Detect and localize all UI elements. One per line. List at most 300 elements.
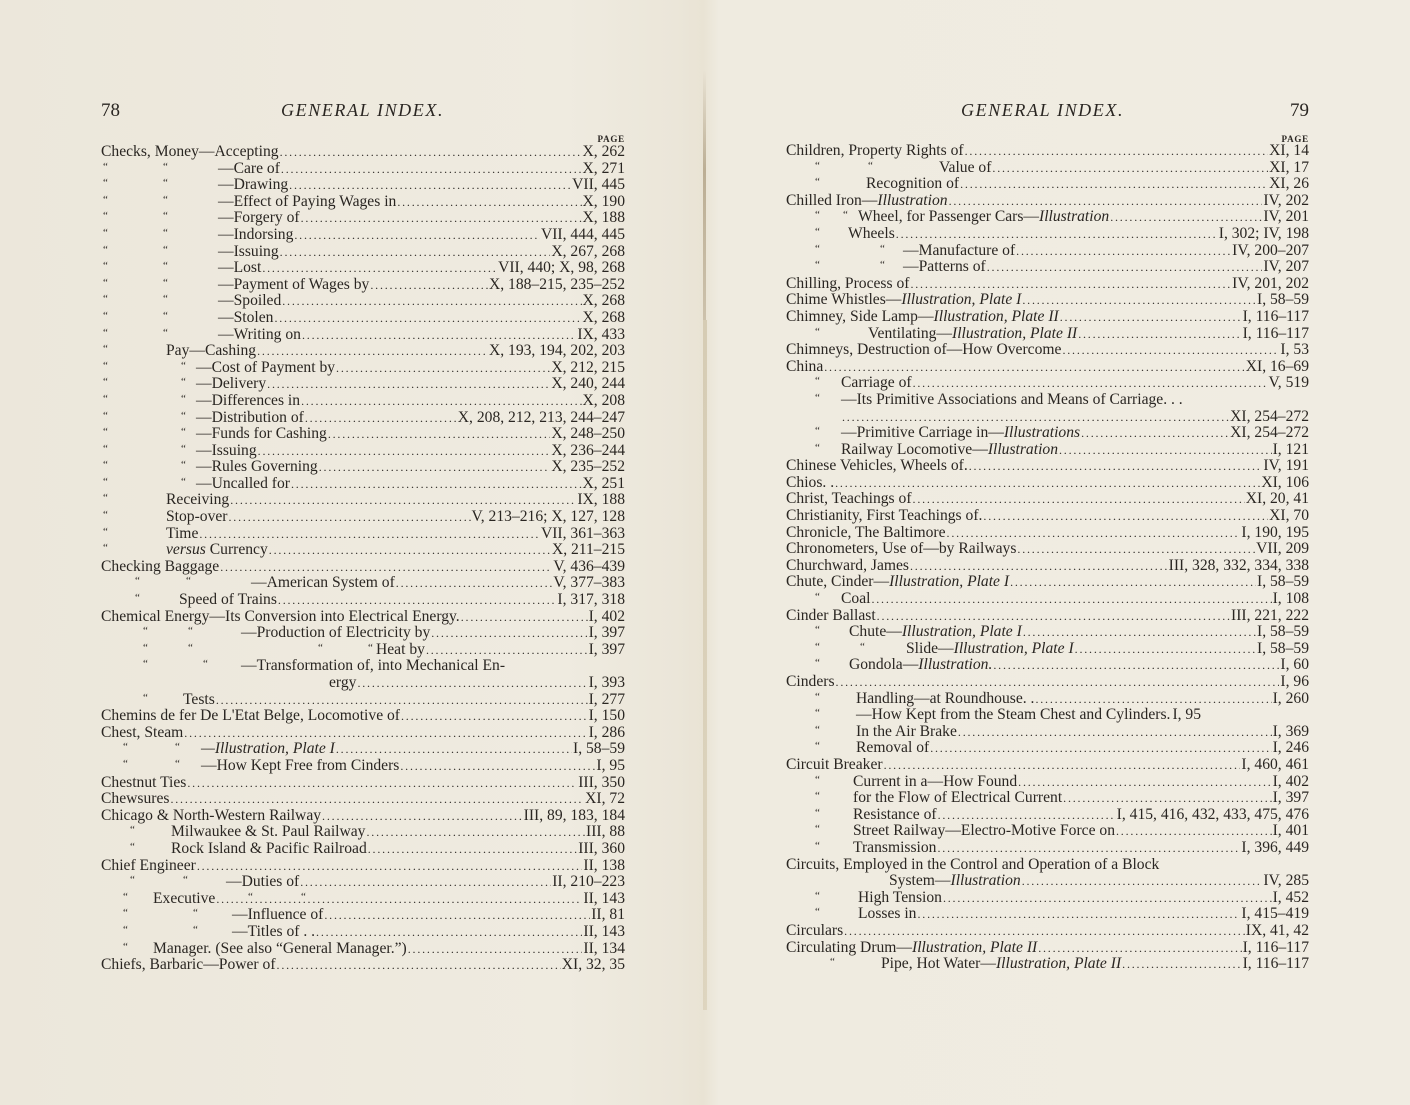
entry-term: Coal	[841, 590, 871, 608]
dot-leader	[1078, 326, 1241, 343]
page-reference: I, 116–117	[1242, 307, 1309, 325]
entry-term: Christianity, First Teachings of.	[786, 507, 983, 525]
ditto-mark: “	[103, 509, 108, 522]
page-reference: X, 188	[582, 209, 625, 227]
dot-leader	[229, 509, 471, 526]
index-entry	[786, 375, 1309, 392]
entry-term: Resistance of	[853, 805, 937, 823]
entry-term: Handling—at Roundhouse. .	[856, 689, 1035, 707]
ditto-mark: “	[143, 658, 148, 671]
entry-term: —Delivery	[196, 375, 267, 393]
dot-leader	[913, 375, 1268, 392]
dot-leader	[1022, 873, 1263, 890]
dot-leader	[987, 259, 1263, 276]
entry-term: —Manufacture of	[903, 241, 1016, 259]
entry-term: Receiving	[166, 491, 230, 509]
index-entry	[101, 509, 625, 526]
index-entry	[101, 609, 625, 626]
dot-leader	[370, 277, 488, 294]
ditto-mark: “	[815, 225, 820, 238]
entry-term: System—Illustration	[889, 872, 1021, 890]
ditto-mark: “	[130, 840, 135, 853]
dot-leader	[913, 491, 1245, 508]
entry-term: —Uncalled for	[196, 474, 290, 492]
entry-term: Current in a—How Found	[853, 772, 1018, 790]
dot-leader	[280, 244, 551, 261]
ditto-mark: “	[103, 426, 108, 439]
ditto-mark: “	[815, 591, 820, 604]
ditto-mark: “	[103, 359, 108, 372]
dot-leader	[258, 443, 551, 460]
dot-leader	[835, 475, 1260, 492]
ditto-mark: “	[163, 160, 168, 173]
page-reference: I, 397	[588, 640, 625, 658]
dot-leader	[910, 558, 1168, 575]
entry-term: Cinder Ballast	[786, 606, 876, 624]
dot-leader	[896, 226, 1218, 243]
index-entry	[786, 392, 1309, 409]
entry-term: Street Railway—Electro-Motive Force on	[853, 822, 1115, 840]
index-entry	[786, 724, 1309, 741]
ditto-mark: “	[103, 293, 108, 306]
page-reference: V, 213–216; X, 127, 128	[471, 508, 625, 526]
index-entry	[786, 890, 1309, 907]
index-entry	[101, 592, 625, 609]
ditto-mark: “	[181, 442, 186, 455]
page-reference: IV, 201	[1263, 208, 1309, 226]
page-reference: X, 188–215, 235–252	[488, 275, 625, 293]
ditto-mark: “	[103, 276, 108, 289]
dot-leader	[1075, 641, 1256, 658]
ditto-mark: “	[175, 757, 180, 770]
entry-term: Chute—Illustration, Plate I	[849, 623, 1022, 641]
ditto-mark: “	[815, 425, 820, 438]
dot-leader	[324, 907, 590, 924]
index-entry	[786, 442, 1309, 459]
page-reference: I, 108	[1272, 590, 1309, 608]
page-reference: XI, 254–272	[1230, 407, 1309, 425]
index-entry	[101, 542, 625, 559]
page-reference: XI, 16–69	[1245, 357, 1309, 375]
page-reference: IV, 191	[1263, 457, 1309, 475]
ditto-mark: “	[830, 956, 835, 969]
entry-term: —Its Primitive Associations and Means of Carriage. . .	[841, 390, 1183, 408]
page-reference: X, 236–244	[551, 441, 625, 459]
entry-term: —How Kept from the Steam Chest and Cylinders.	[856, 706, 1171, 724]
page-reference: X, 193, 194, 202, 203	[488, 342, 625, 360]
index-entry	[101, 907, 625, 924]
entry-term: High Tension	[858, 888, 942, 906]
entry-term: Checks, Money—Accepting	[101, 143, 279, 160]
ditto-mark: “	[103, 409, 108, 422]
entry-term: —Issuing	[218, 242, 279, 260]
ditto-mark: “	[815, 773, 820, 786]
page-reference: II, 138	[583, 856, 625, 874]
dot-leader	[300, 874, 551, 891]
page-number: 78	[101, 100, 120, 121]
ditto-mark: “	[181, 459, 186, 472]
index-entry	[101, 808, 625, 825]
dot-leader	[969, 458, 1263, 475]
dot-leader	[960, 176, 1268, 193]
dot-leader	[824, 359, 1245, 376]
dot-leader	[262, 260, 497, 277]
page-reference: V, 377–383	[553, 574, 625, 592]
running-title: GENERAL INDEX.	[281, 100, 445, 120]
dot-leader	[871, 591, 1271, 608]
index-entry	[786, 292, 1309, 309]
index-entry	[101, 575, 625, 592]
index-entry	[101, 459, 625, 476]
page-reference: VII, 440; X, 98, 268	[498, 259, 625, 277]
index-entry	[101, 758, 625, 775]
page-reference: I, 95	[596, 756, 625, 774]
ditto-mark: “	[186, 575, 191, 588]
dot-leader	[1059, 442, 1272, 459]
entry-term: Milwaukee & St. Paul Railway	[171, 823, 366, 841]
index-entry	[786, 923, 1309, 940]
index-entry	[101, 310, 625, 327]
entry-term: Pipe, Hot Water—Illustration, Plate II	[881, 955, 1122, 973]
index-entry	[101, 708, 625, 725]
ditto-mark: “	[181, 475, 186, 488]
entry-term: —Illustration, Plate I	[201, 740, 335, 758]
running-head	[101, 100, 625, 124]
index-entry	[101, 824, 625, 841]
dot-leader	[316, 924, 582, 941]
index-entry	[786, 491, 1309, 508]
entry-term: Manager. (See also “General Manager.”)	[153, 939, 407, 957]
ditto-mark: “	[815, 906, 820, 919]
page-reference: X, 268	[582, 308, 625, 326]
index-entry	[786, 475, 1309, 492]
index-entry	[786, 359, 1309, 376]
index-entry	[101, 194, 625, 211]
ditto-mark: “	[368, 641, 373, 654]
index-entry	[101, 874, 625, 891]
ditto-mark: “	[163, 309, 168, 322]
index-entries	[101, 144, 625, 974]
ditto-mark: “	[123, 757, 128, 770]
ditto-mark: “	[815, 690, 820, 703]
dot-leader	[278, 592, 557, 609]
entry-term: Chilling, Process of	[786, 274, 910, 292]
index-entry	[101, 227, 625, 244]
entry-term: —Indorsing	[218, 225, 294, 243]
dot-leader	[301, 210, 582, 227]
dot-leader	[274, 310, 581, 327]
entry-term: Chief Engineer	[101, 856, 196, 874]
index-entry	[101, 692, 625, 709]
entry-term: Chest, Steam	[101, 723, 184, 741]
dot-leader	[257, 343, 488, 360]
page-reference: VII, 445	[572, 176, 625, 194]
page-reference: I, 402	[1272, 772, 1309, 790]
page-reference: I, 452	[1272, 888, 1309, 906]
dot-leader	[426, 642, 588, 659]
ditto-mark: “	[135, 575, 140, 588]
page-reference: I, 415, 416, 432, 433, 475, 476	[1116, 805, 1309, 823]
ditto-mark: “	[183, 874, 188, 887]
dot-leader	[336, 360, 550, 377]
entry-term: Chimney, Side Lamp—Illustration, Plate II	[786, 307, 1059, 325]
ditto-mark: “	[815, 657, 820, 670]
entry-term: Stop-over	[166, 508, 228, 526]
entry-term: —Writing on	[218, 325, 301, 343]
index-entry	[786, 259, 1309, 276]
page-reference: XI, 106	[1261, 473, 1309, 491]
index-entry	[101, 625, 625, 642]
dot-leader	[216, 891, 582, 908]
index-entry	[786, 873, 1309, 890]
entry-term: versus Currency	[166, 541, 268, 559]
index-entry	[101, 426, 625, 443]
index-entry	[101, 642, 625, 659]
dot-leader	[197, 858, 583, 875]
ditto-mark: “	[103, 376, 108, 389]
dot-leader	[269, 542, 551, 559]
dot-leader	[408, 941, 583, 958]
dot-leader	[431, 625, 587, 642]
dot-leader	[184, 725, 587, 742]
dot-leader	[949, 193, 1263, 210]
index-entry	[786, 342, 1309, 359]
index-entry	[101, 492, 625, 509]
entry-term: Wheels	[848, 224, 895, 242]
index-entry	[101, 410, 625, 427]
dot-leader	[1116, 823, 1272, 840]
page-reference: I, 121	[1272, 440, 1309, 458]
dot-leader	[1063, 790, 1271, 807]
index-entry	[786, 243, 1309, 260]
dot-leader	[368, 841, 577, 858]
index-entry	[786, 823, 1309, 840]
entry-term: —Lost	[218, 259, 262, 277]
dot-leader	[199, 526, 540, 543]
ditto-mark: “	[815, 176, 820, 189]
entry-term: Chicago & North-Western Railway	[101, 806, 322, 824]
index-entry	[786, 641, 1309, 658]
dot-leader	[1122, 956, 1241, 973]
index-entry	[786, 807, 1309, 824]
entry-term: for the Flow of Electrical Current	[853, 789, 1063, 807]
page-reference: II, 134	[583, 939, 625, 957]
entry-term: Chios. .	[786, 473, 835, 491]
index-entry	[786, 906, 1309, 923]
ditto-mark: “	[815, 375, 820, 388]
entry-term: Wheel, for Passenger Cars—Illustration	[858, 208, 1110, 226]
page-reference: X, 211–215	[551, 541, 625, 559]
index-entry	[786, 558, 1309, 575]
running-title: GENERAL INDEX.	[961, 100, 1125, 120]
ditto-mark: “	[130, 874, 135, 887]
dot-leader	[842, 409, 1229, 426]
ditto-mark: “	[103, 542, 108, 555]
ditto-mark: “	[103, 442, 108, 455]
ditto-mark: “	[163, 193, 168, 206]
dot-leader	[322, 808, 523, 825]
page-reference: IV, 201, 202	[1232, 274, 1309, 292]
index-entry	[786, 276, 1309, 293]
page-reference: V, 436–439	[553, 557, 625, 575]
index-entry	[101, 260, 625, 277]
ditto-mark: “	[163, 326, 168, 339]
index-entry	[786, 160, 1309, 177]
page-reference: IX, 188	[577, 491, 625, 509]
dot-leader	[1023, 624, 1256, 641]
dot-leader	[357, 675, 587, 692]
entry-term: Chronometers, Use of—by Railways	[786, 540, 1017, 558]
ditto-mark: “	[123, 741, 128, 754]
page-reference: I, 60	[1280, 656, 1309, 674]
ditto-mark: “	[815, 209, 820, 222]
page-reference: I, 397	[588, 624, 625, 642]
ditto-mark: “	[103, 243, 108, 256]
ditto-mark: “	[815, 823, 820, 836]
page-reference: X, 248–250	[551, 425, 625, 443]
page-reference: X, 212, 215	[551, 358, 625, 376]
ditto-mark: “	[815, 806, 820, 819]
entry-term: —Care of	[218, 159, 280, 177]
page-reference: I, 415–419	[1241, 905, 1309, 923]
index-entry	[101, 791, 625, 808]
entry-term: —How Kept Free from Cinders	[201, 756, 400, 774]
ditto-mark: “	[103, 492, 108, 505]
dot-leader	[937, 840, 1240, 857]
dot-leader	[1035, 691, 1271, 708]
page-column-label: PAGE	[1281, 134, 1309, 144]
entry-term: —Payment of Wages by	[218, 275, 370, 293]
index-entry	[786, 707, 1309, 724]
page-reference: VII, 361–363	[540, 524, 625, 542]
entry-term: China	[786, 357, 824, 375]
page-reference: I, 53	[1280, 341, 1309, 359]
entry-term: Cinders	[786, 673, 835, 690]
page-reference: I, 402	[588, 607, 625, 625]
index-entry	[101, 858, 625, 875]
ditto-mark: “	[815, 259, 820, 272]
page-reference: IV, 285	[1263, 872, 1309, 890]
entry-term: Ventilating—Illustration, Plate II	[868, 324, 1078, 342]
index-entry	[101, 675, 625, 692]
page-reference: I, 369	[1272, 722, 1309, 740]
page-reference: III, 350	[578, 773, 625, 791]
ditto-mark: “	[143, 691, 148, 704]
entry-term: —Production of Electricity by	[241, 624, 431, 642]
dot-leader	[302, 327, 576, 344]
index-entry	[786, 857, 1309, 874]
dot-leader	[844, 923, 1245, 940]
page-reference: I, 58–59	[1257, 291, 1309, 309]
ditto-mark: “	[103, 210, 108, 223]
dot-leader	[1062, 342, 1279, 359]
page-reference: X, 190	[582, 192, 625, 210]
page-reference: X, 251	[582, 474, 625, 492]
entry-term: ergy	[329, 674, 357, 691]
ditto-mark: “	[123, 890, 128, 903]
index-entry	[101, 360, 625, 377]
ditto-mark: “	[203, 658, 208, 671]
ditto-mark: “	[163, 226, 168, 239]
index-entry	[101, 244, 625, 261]
ditto-mark: “	[123, 940, 128, 953]
index-entry	[786, 458, 1309, 475]
entry-term: Chestnut Ties	[101, 773, 187, 791]
index-entry	[101, 293, 625, 310]
entry-term: Circuit Breaker	[786, 755, 883, 773]
ditto-mark: “	[188, 641, 193, 654]
dot-leader	[910, 276, 1231, 293]
dot-leader	[216, 692, 588, 709]
page-reference: XI, 14	[1269, 142, 1309, 159]
index-entry	[101, 393, 625, 410]
index-entry	[786, 574, 1309, 591]
ditto-mark: “	[130, 824, 135, 837]
dot-leader	[281, 161, 582, 178]
dot-leader	[461, 609, 588, 626]
ditto-mark: “	[103, 226, 108, 239]
page-reference: V, 519	[1268, 374, 1309, 392]
ditto-mark: “	[103, 475, 108, 488]
page-reference: II, 210–223	[552, 873, 625, 891]
entry-term: Chime Whistles—Illustration, Plate I	[786, 291, 1022, 309]
ditto-mark: “	[181, 376, 186, 389]
index-entry	[786, 508, 1309, 525]
ditto-mark: “	[143, 641, 148, 654]
index-entry	[101, 277, 625, 294]
dot-leader	[328, 426, 551, 443]
ditto-mark: “	[815, 839, 820, 852]
entry-term: Chinese Vehicles, Wheels of.	[786, 457, 968, 475]
page-reference: III, 328, 332, 334, 338	[1168, 556, 1309, 574]
dot-leader	[400, 758, 595, 775]
entry-term: Slide—Illustration, Plate I	[906, 639, 1074, 657]
dot-leader	[943, 890, 1272, 907]
book-gutter-fold	[703, 70, 706, 320]
page-reference: III, 89, 183, 184	[523, 806, 625, 824]
dot-leader	[1022, 292, 1256, 309]
page-reference: I, 190, 195	[1241, 523, 1309, 541]
entry-term: Executive	[153, 889, 216, 907]
ditto-mark: “	[143, 625, 148, 638]
entry-term: —Titles of . .	[232, 922, 316, 940]
entry-term: Carriage of	[841, 374, 912, 392]
ditto-mark: “	[193, 923, 198, 936]
ditto-mark: “	[163, 293, 168, 306]
page-reference: IV, 200–207	[1232, 241, 1309, 259]
page-reference: I, 286	[588, 723, 625, 741]
dot-leader	[319, 459, 551, 476]
dot-leader	[401, 708, 588, 725]
index-entry	[786, 956, 1309, 973]
ditto-mark: “	[815, 325, 820, 338]
running-head	[786, 100, 1309, 124]
ditto-mark: “	[135, 592, 140, 605]
dot-leader	[965, 143, 1269, 160]
page-reference: I, 317, 318	[557, 591, 625, 609]
ditto-mark: “	[123, 923, 128, 936]
ditto-mark: “	[103, 260, 108, 273]
index-entry	[786, 541, 1309, 558]
page-reference: III, 88	[586, 823, 625, 841]
ditto-mark: “	[163, 276, 168, 289]
index-entry	[101, 144, 625, 161]
dot-leader	[993, 657, 1279, 674]
index-entry	[101, 177, 625, 194]
dot-leader	[291, 476, 582, 493]
entry-term: Value of	[939, 158, 992, 176]
entry-term: Children, Property Rights of	[786, 142, 964, 159]
